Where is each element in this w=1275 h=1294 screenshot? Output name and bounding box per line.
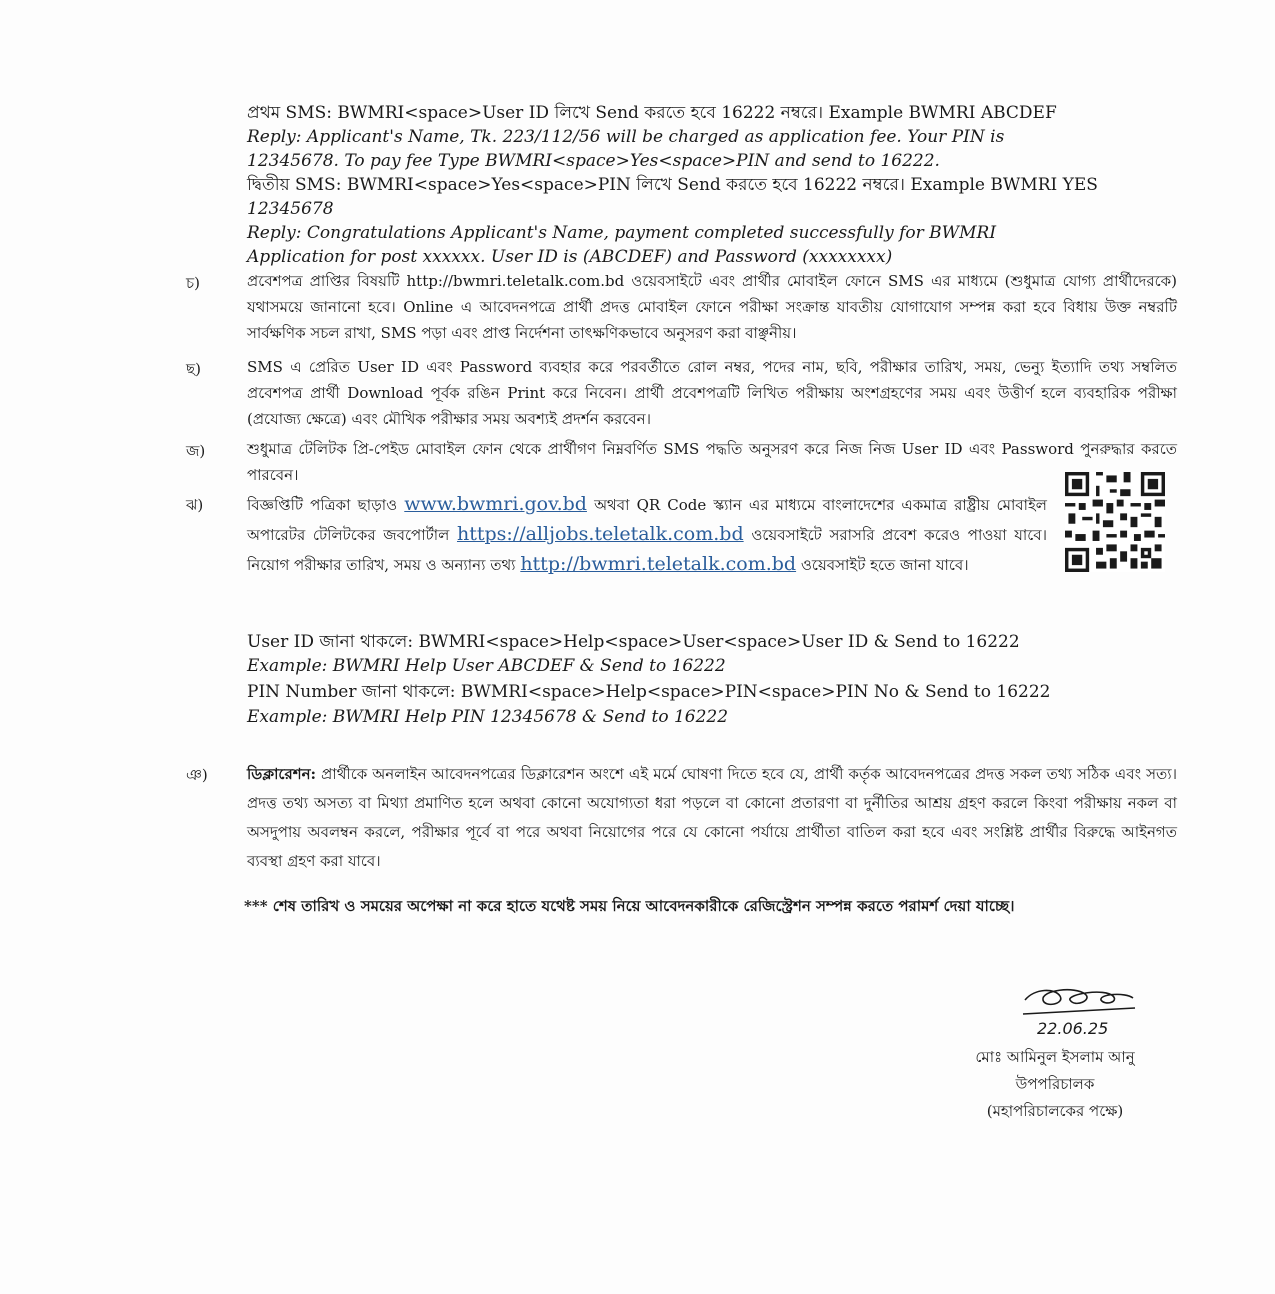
declaration-body: প্রার্থীকে অনলাইন আবেদনপত্রের ডিক্লারেশন অংশে এই মর্মে ঘোষণা দিতে হবে যে, প্রার্থী কর্তৃক আবেদনপত্রের প্রদত্ত সকল তথ্য সঠিক এবং সত্য। প্রদত্ত তথ্য অসত্য বা মিথ্যা প্রমাণিত হলে অথবা কোনো অযোগ্যতা ধরা পড়লে বা কোনো প্রতারণা বা দুর্নীতির আশ্রয় গ্রহণ করলে কিংবা পরীক্ষায় নকল বা অসদুপায় অবলম্বন করলে, পরীক্ষার পূর্বে বা পরে অথবা নিয়োগের পরে যে কোনো পর্যায়ে প্রার্থীতা বাতিল করা হবে এবং সংশ্লিষ্ট প্রার্থীর বিরুদ্ধে আইনগত ব্যবস্থা গ্রহণ করা যাবে। bbox=[247, 765, 1177, 870]
declaration-label: ডিক্লারেশন: bbox=[247, 765, 317, 783]
sms2-reply-2: Application for post xxxxxx. User ID is (ABCDEF) and Password (xxxxxxxx) bbox=[247, 247, 893, 267]
item-ja-text: শুধুমাত্র টেলিটক প্রি-পেইড মোবাইল ফোন থেকে প্রার্থীগণ নিম্নবর্ণিত SMS পদ্ধতি অনুসরণ করে নিজ নিজ User ID এবং Password পুনরুদ্ধার করতে পারবেন। bbox=[247, 440, 1177, 484]
item-chha-text: SMS এ প্রেরিত User ID এবং Password ব্যবহার করে পরবর্তীতে রোল নম্বর, পদের নাম, ছবি, পরীক্ষার তারিখ, সময়, ভেন্যু ইত্যাদি তথ্য সম্বলিত প্রবেশপত্র প্রার্থী Download পূর্বক রঙিন Print করে নিবেন। প্রার্থী প্রবেশপত্রটি লিখিত পরীক্ষায় অংশগ্রহণের সময় এবং উত্তীর্ণ হলে ব্যবহারিক পরীক্ষা (প্রযোজ্য ক্ষেত্রে) এবং মৌখিক পরীক্ষার সময় অবশ্যই প্রদর্শন করবেন। bbox=[247, 358, 1177, 428]
pin-recovery-example: Example: BWMRI Help PIN 12345678 & Send to 16222 bbox=[247, 707, 729, 727]
item-jha-text-b: অথবা QR Code স্ক্যান এর মাধ্যমে বাংলাদেশের একমাত্র রাষ্ট্রীয় মোবাইল অপারেটর টেলিটকের জবপোর্টাল bbox=[247, 496, 1047, 544]
signer-name: মোঃ আমিনুল ইসলাম আনু bbox=[975, 1048, 1135, 1066]
sms1-reply-2: 12345678. To pay fee Type BWMRI<space>Yes<space>PIN and send to 16222. bbox=[247, 151, 940, 171]
item-marker-chha: ছ) bbox=[186, 360, 201, 378]
pin-recovery-line: PIN Number জানা থাকলে: BWMRI<space>Help<space>PIN<space>PIN No & Send to 16222 bbox=[247, 682, 1051, 702]
sms2-line: দ্বিতীয় SMS: BWMRI<space>Yes<space>PIN লিখে Send করতে হবে 16222 নম্বরে। Example BWMRI YES bbox=[247, 175, 1098, 195]
sms2-reply-1: Reply: Congratulations Applicant's Name, payment completed successfully for BWMRI bbox=[247, 223, 997, 243]
signer-on-behalf: (মহাপরিচালকের পক্ষে) bbox=[986, 1102, 1124, 1120]
sms1-line: প্রথম SMS: BWMRI<space>User ID লিখে Send করতে হবে 16222 নম্বরে। Example BWMRI ABCDEF bbox=[247, 103, 1057, 123]
item-cha-text: প্রবেশপত্র প্রাপ্তির বিষয়টি http://bwmri.teletalk.com.bd ওয়েবসাইটে এবং প্রার্থীর মোবাইল ফোনে SMS এর মাধ্যমে (শুধুমাত্র যোগ্য প্রার্থীদেরকে) যথাসময়ে জানানো হবে। Online এ আবেদনপত্রে প্রার্থী প্রদত্ত মোবাইল ফোনে পরীক্ষা সংক্রান্ত যাবতীয় যোগাযোগ সম্পন্ন করা হবে বিধায় উক্ত নম্বরটি সার্বক্ষণিক সচল রাখা, SMS পড়া এবং প্রাপ্ত নির্দেশনা তাৎক্ষণিকভাবে অনুসরণ করা বাঞ্ছনীয়। bbox=[247, 272, 1177, 342]
item-jha-text-a: বিজ্ঞপ্তিটি পত্রিকা ছাড়াও bbox=[247, 496, 398, 514]
item-jha-text-c: ওয়েবসাইটে সরাসরি প্রবেশ করেও পাওয়া যাবে। নিয়োগ পরীক্ষার তারিখ, সময় ও অন্যান্য তথ্য bbox=[247, 526, 1047, 574]
signer-designation: উপপরিচালক bbox=[1015, 1075, 1095, 1093]
user-id-recovery-line: User ID জানা থাকলে: BWMRI<space>Help<space>User<space>User ID & Send to 16222 bbox=[247, 632, 1020, 652]
sms2-line-2: 12345678 bbox=[247, 199, 334, 219]
qr-code-icon bbox=[1064, 472, 1166, 572]
item-marker-cha: চ) bbox=[186, 274, 200, 292]
item-marker-ja: জ) bbox=[186, 442, 206, 460]
closing-notice: *** শেষ তারিখ ও সময়ের অপেক্ষা না করে হাতে যথেষ্ট সময় নিয়ে আবেদনকারীকে রেজিস্ট্রেশন সম্পন্ন করতে পরামর্শ দেয়া যাচ্ছে। bbox=[244, 897, 1015, 915]
item-marker-nya: ঞ) bbox=[186, 766, 208, 784]
item-nya-text bbox=[247, 760, 1177, 876]
handwritten-signature bbox=[1015, 978, 1175, 1042]
alljobs-portal-link[interactable]: https://alljobs.teletalk.com.bd bbox=[456, 523, 744, 545]
bwmri-website-link[interactable]: www.bwmri.gov.bd bbox=[404, 493, 587, 515]
item-jha-text bbox=[247, 490, 1047, 580]
teletalk-application-link[interactable]: http://bwmri.teletalk.com.bd bbox=[520, 553, 797, 575]
sms1-reply-1: Reply: Applicant's Name, Tk. 223/112/56 will be charged as application fee. Your PIN is bbox=[247, 127, 1005, 147]
item-jha-text-d: ওয়েবসাইট হতে জানা যাবে। bbox=[800, 556, 969, 574]
user-id-recovery-example: Example: BWMRI Help User ABCDEF & Send to 16222 bbox=[247, 656, 726, 676]
signature-date: 22.06.25 bbox=[1037, 1019, 1109, 1038]
item-marker-jha: ঝ) bbox=[186, 496, 204, 514]
